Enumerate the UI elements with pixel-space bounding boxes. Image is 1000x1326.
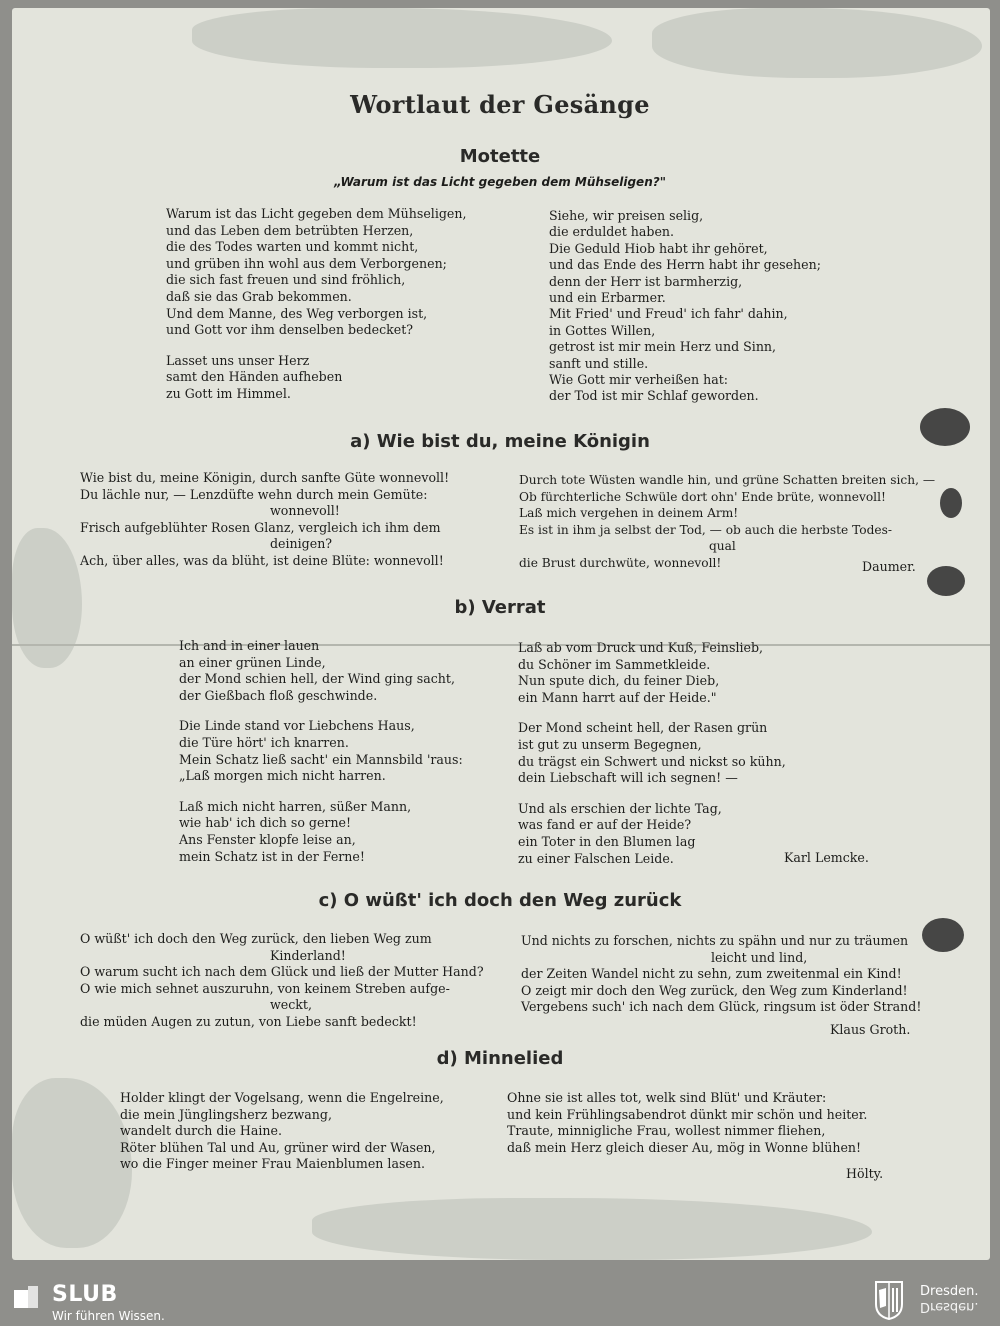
verse-left-column: Wie bist du, meine Königin, durch sanfte Güte wonnevoll! Du lächle nur, — Lenzdüfte wehn durch mein Gemüte: wonnevoll! Frisch aufgeblühter Rosen Glanz, vergleich ich ihm dem deinigen? Ach, über alles, was da blüht, ist deine Blüte: wonnevoll! [80, 470, 450, 568]
author-credit: Karl Lemcke. [784, 850, 869, 865]
document-page [12, 8, 990, 1260]
section-subtitle: „Warum ist das Licht gegeben dem Mühseligen?" [334, 175, 666, 189]
verse-right-column: Durch tote Wüsten wandle hin, und grüne Schatten breiten sich, — Ob fürchterliche Schwüle dort ohn' Ende brüte, wonnevoll! Laß mich vergehen in deinem Arm! Es ist in ihm ja selbst der Tod, — ob auch die herbste Todes- qual die Brust durchwüte, wonnevoll! [519, 473, 936, 570]
partner-name: Dresden. [920, 1284, 979, 1299]
author-credit: Hölty. [846, 1166, 884, 1181]
verse-right-column: Laß ab vom Druck und Kuß, Feinslieb, du Schöner im Sammetkleide. Nun spute dich, du feiner Dieb, ein Mann harrt auf der Heide." Der Mond scheint hell, der Rasen grün ist gut zu unserm Begegnen, du trägst ein Schwert und nickst so kühn, dein Liebschaft will ich segnen! — Und als erschien der lichte Tag, was fand er auf der Heide? ein Toter in den Blumen lag zu einer Falschen Leide. [518, 640, 786, 866]
verse-left-column: Holder klingt der Vogelsang, wenn die Engelreine, die mein Jünglingsherz bezwang, wandelt durch die Haine. Röter blühen Tal und Au, grüner wird der Wasen, wo die Finger meiner Frau Maienblumen lasen. [120, 1090, 444, 1172]
brand-name: SLUB [52, 1282, 118, 1307]
section-heading: Motette [459, 146, 541, 167]
author-credit: Klaus Groth. [830, 1022, 911, 1037]
section-heading: a) Wie bist du, meine Königin [350, 431, 650, 452]
verse-left-column: O wüßt' ich doch den Weg zurück, den lieben Weg zum Kinderland! O warum sucht ich nach dem Glück und ließ der Mutter Hand? O wie mich sehnet auszuruhn, von keinem Streben aufge- weckt, die müden Augen zu zutun, von Liebe sanft bedeckt! [80, 931, 484, 1029]
footer-bar [0, 1276, 1000, 1326]
brand-tagline: Wir führen Wissen. [52, 1309, 165, 1323]
verse-left-column: Warum ist das Licht gegeben dem Mühseligen, und das Leben dem betrübten Herzen, die des Todes warten und kommt nicht, und grüben ihn wohl aus dem Verborgenen; die sich fast freuen und sind fröhlich, daß sie das Grab bekommen. Und dem Manne, des Weg verborgen ist, und Gott vor ihm denselben bedecket? Lasset uns unser Herz samt den Händen aufheben zu Gott im Himmel. [166, 206, 467, 401]
section-heading: d) Minnelied [436, 1048, 564, 1069]
author-credit: Daumer. [862, 559, 916, 574]
slub-logo-icon [12, 1284, 40, 1310]
document-title: Wortlaut der Gesänge [350, 90, 650, 119]
partner-name-mirror: Dresden. [920, 1299, 979, 1314]
verse-right-column: Und nichts zu forschen, nichts zu spähn und nur zu träumen leicht und lind, der Zeiten Wandel nicht zu sehn, zum zweitenmal ein Kind! O zeigt mir doch den Weg zurück, den Weg zum Kinderland! Vergebens such' ich nach dem Glück, ringsum ist öder Strand! [521, 933, 922, 1015]
section-heading: c) O wüßt' ich doch den Weg zurück [318, 890, 682, 911]
verse-left-column: Ich and in einer lauen an einer grünen Linde, der Mond schien hell, der Wind ging sacht, der Gießbach floß geschwinde. Die Linde stand vor Liebchens Haus, die Türe hört' ich knarren. Mein Schatz ließ sacht' ein Mannsbild 'raus: „Laß morgen mich nicht harren. Laß mich nicht harren, süßer Mann, wie hab' ich dich so gerne! Ans Fenster klopfe leise an, mein Schatz ist in der Ferne! [179, 638, 463, 864]
verse-right-column: Ohne sie ist alles tot, welk sind Blüt' und Kräuter: und kein Frühlingsabendrot dünkt mir schön und heiter. Traute, minnigliche Frau, wollest nimmer fliehen, daß mein Herz gleich dieser Au, mög in Wonne blühen! [507, 1090, 868, 1155]
dresden-crest-icon [874, 1280, 904, 1320]
verse-right-column: Siehe, wir preisen selig, die erduldet haben. Die Geduld Hiob habt ihr gehöret, und das Ende des Herrn habt ihr gesehen; denn der Herr ist barmherzig, und ein Erbarmer. Mit Fried' und Freud' ich fahr' dahin, in Gottes Willen, getrost ist mir mein Herz und Sinn, sanft und stille. Wie Gott mir verheißen hat: der Tod ist mir Schlaf geworden. [549, 208, 821, 404]
section-heading: b) Verrat [454, 597, 546, 618]
